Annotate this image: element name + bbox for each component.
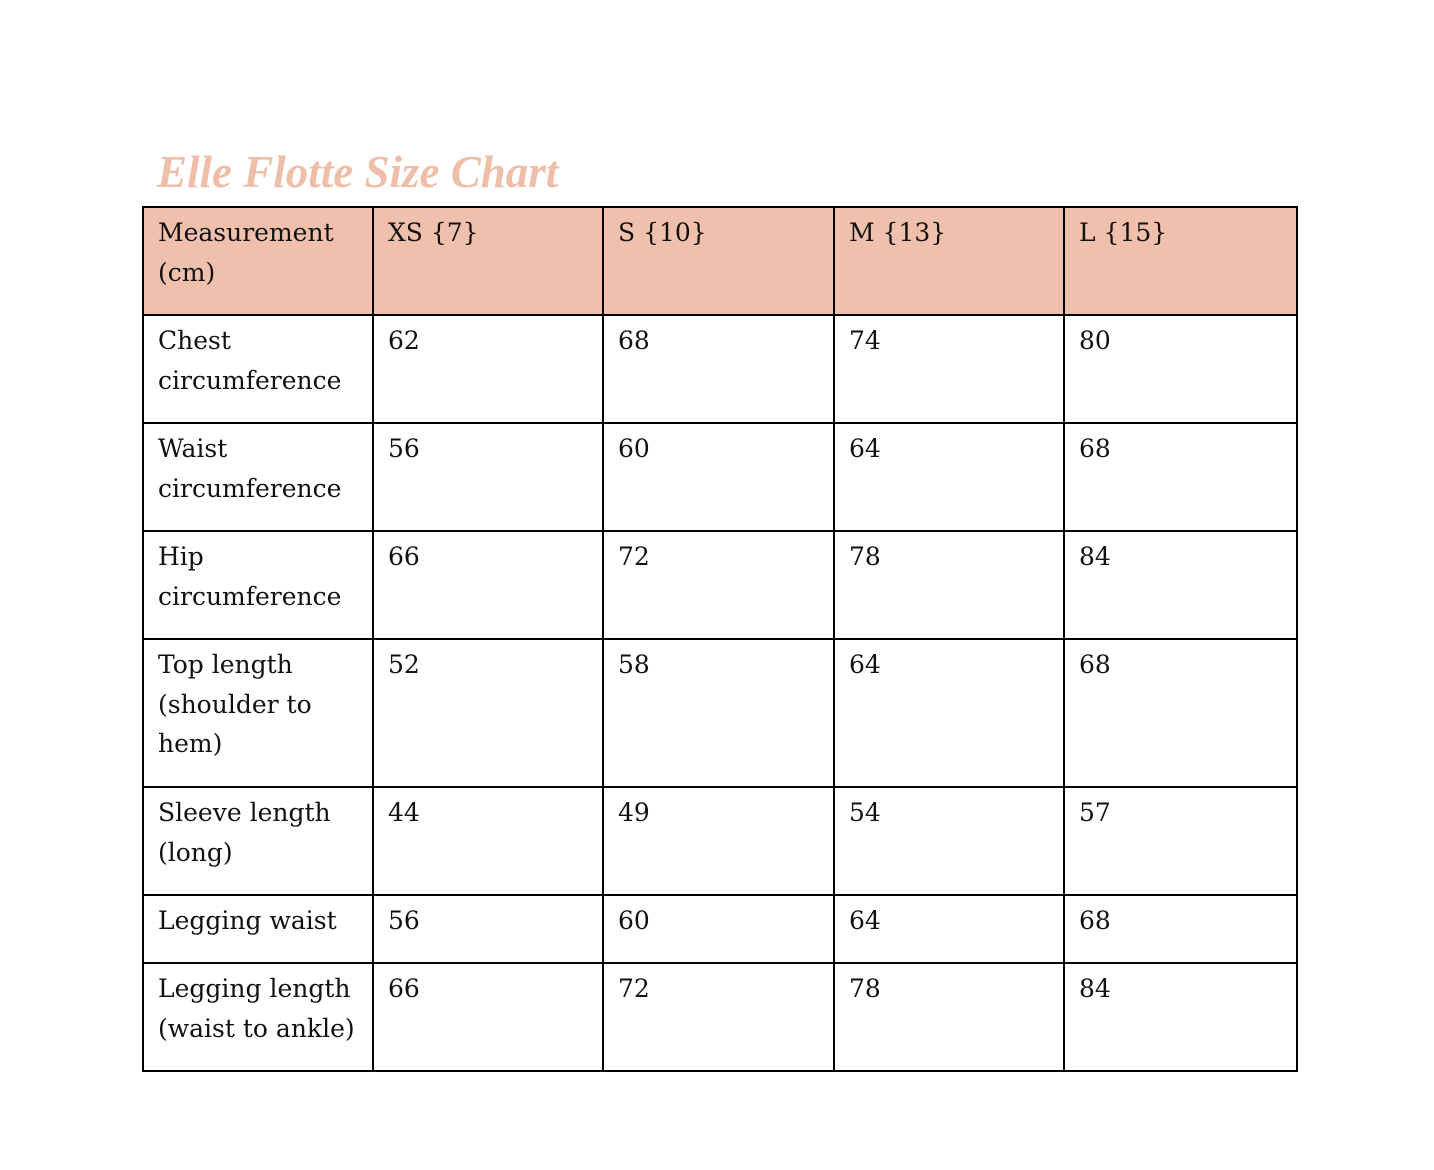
row-label: Top length (shoulder to hem) [143, 639, 373, 787]
cell-xs: 52 [373, 639, 603, 787]
table-row [143, 787, 1297, 895]
table-row [143, 895, 1297, 963]
row-label: Chest circumference [143, 315, 373, 423]
cell-s: 72 [603, 963, 834, 1071]
cell-xs: 66 [373, 531, 603, 639]
header-size-l: L {15} [1064, 207, 1297, 315]
table-row [143, 531, 1297, 639]
cell-l: 84 [1064, 531, 1297, 639]
header-size-m: M {13} [834, 207, 1064, 315]
cell-l: 80 [1064, 315, 1297, 423]
row-label: Sleeve length (long) [143, 787, 373, 895]
cell-xs: 56 [373, 423, 603, 531]
header-size-s: S {10} [603, 207, 834, 315]
cell-s: 49 [603, 787, 834, 895]
table-row [143, 963, 1297, 1071]
cell-l: 68 [1064, 423, 1297, 531]
cell-l: 57 [1064, 787, 1297, 895]
table-row [143, 315, 1297, 423]
cell-m: 64 [834, 639, 1064, 787]
cell-m: 78 [834, 531, 1064, 639]
size-chart-table [142, 206, 1298, 1072]
cell-l: 68 [1064, 639, 1297, 787]
cell-s: 72 [603, 531, 834, 639]
cell-xs: 44 [373, 787, 603, 895]
cell-xs: 56 [373, 895, 603, 963]
cell-xs: 62 [373, 315, 603, 423]
row-label: Hip circumference [143, 531, 373, 639]
cell-m: 78 [834, 963, 1064, 1071]
row-label: Waist circumference [143, 423, 373, 531]
cell-m: 54 [834, 787, 1064, 895]
cell-s: 60 [603, 895, 834, 963]
cell-l: 68 [1064, 895, 1297, 963]
size-chart-title: Elle Flotte Size Chart [157, 147, 559, 197]
cell-s: 60 [603, 423, 834, 531]
row-label: Legging waist [143, 895, 373, 963]
header-size-xs: XS {7} [373, 207, 603, 315]
cell-xs: 66 [373, 963, 603, 1071]
header-row [143, 207, 1297, 315]
cell-l: 84 [1064, 963, 1297, 1071]
cell-m: 74 [834, 315, 1064, 423]
cell-m: 64 [834, 895, 1064, 963]
table-row [143, 423, 1297, 531]
header-measurement: Measurement (cm) [143, 207, 373, 315]
cell-s: 68 [603, 315, 834, 423]
cell-s: 58 [603, 639, 834, 787]
cell-m: 64 [834, 423, 1064, 531]
row-label: Legging length (waist to ankle) [143, 963, 373, 1071]
table-row [143, 639, 1297, 787]
